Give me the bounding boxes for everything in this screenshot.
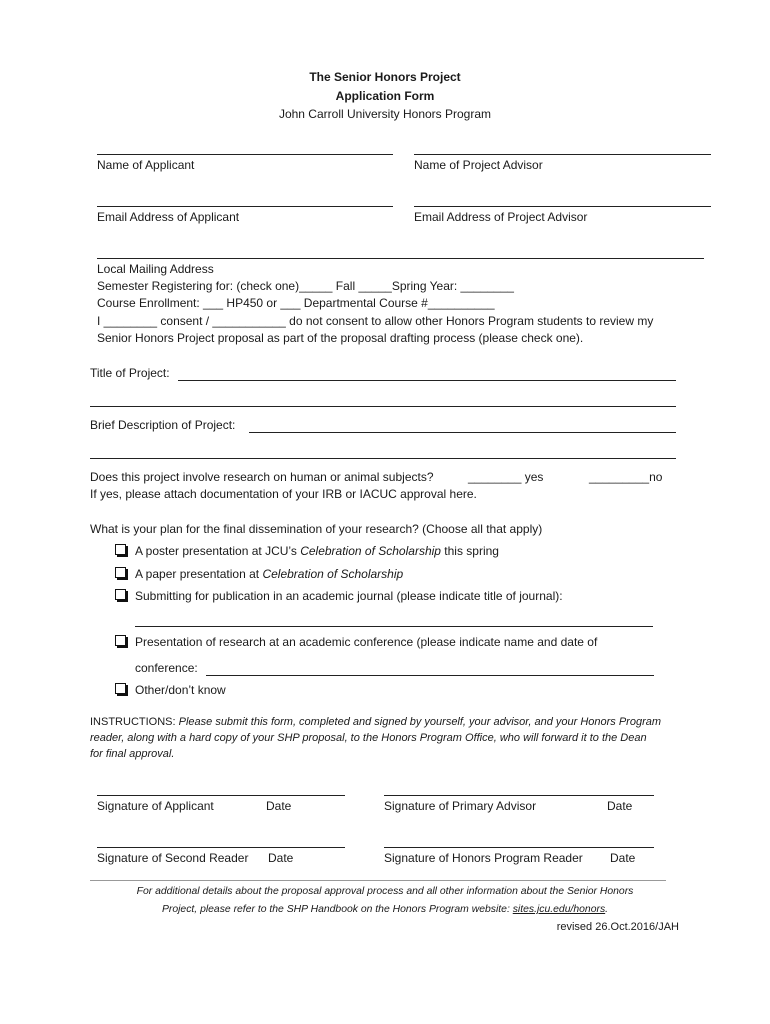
option-journal: Submitting for publication in an academic journal (please indicate title of journal): xyxy=(135,589,563,603)
journal-title-line[interactable] xyxy=(135,626,653,627)
instructions-line-3: for final approval. xyxy=(90,748,175,760)
option-other: Other/don’t know xyxy=(135,683,226,697)
semester-line: Semester Registering for: (check one)_____ Fall _____Spring Year: ________ xyxy=(97,279,514,293)
course-line: Course Enrollment: ___ HP450 or ___ Departmental Course #__________ xyxy=(97,296,495,310)
signature-program-reader-label: Signature of Honors Program Reader xyxy=(384,851,583,865)
option-paper-text: A paper presentation at xyxy=(135,567,263,581)
revision-note: revised 26.Oct.2016/JAH xyxy=(556,921,679,933)
checkbox-other[interactable] xyxy=(115,683,126,694)
form-subtitle: Application Form xyxy=(335,89,435,103)
mailing-address-label: Local Mailing Address xyxy=(97,262,214,276)
signature-program-reader-date: Date xyxy=(610,851,636,865)
signature-second-reader-line[interactable] xyxy=(97,847,345,848)
instructions-line-1 xyxy=(90,716,661,728)
option-poster xyxy=(135,544,499,558)
signature-advisor-label: Signature of Primary Advisor xyxy=(384,799,537,813)
consent-line-1: I ________ consent / ___________ do not consent to allow other Honors Program students to review my xyxy=(97,314,654,328)
checkbox-journal[interactable] xyxy=(115,589,126,600)
description-label: Brief Description of Project: xyxy=(90,418,236,432)
footer-line-2-period: . xyxy=(605,904,609,915)
email-applicant-label: Email Address of Applicant xyxy=(97,210,240,224)
signature-advisor-date: Date xyxy=(607,799,633,813)
footer-line-2-text: Project, please refer to the SHP Handbook on the Honors Program website: xyxy=(161,904,513,915)
footer-divider xyxy=(90,880,666,881)
instructions-line-2: reader, along with a hard copy of your SHP proposal, to the Honors Program Office, who will forward it to the Dean xyxy=(90,732,647,744)
honors-website-link[interactable]: sites.jcu.edu/honors xyxy=(512,904,606,915)
option-paper-event: Celebration of Scholarship xyxy=(262,567,404,581)
title-line-2[interactable] xyxy=(90,406,676,407)
signature-advisor-line[interactable] xyxy=(384,795,654,796)
description-line-2[interactable] xyxy=(90,458,676,459)
option-poster-suffix: this spring xyxy=(440,544,499,558)
name-applicant-label: Name of Applicant xyxy=(97,158,195,172)
instructions-label: INSTRUCTIONS: xyxy=(90,716,179,728)
instructions-text-1: Please submit this form, completed and signed by yourself, your advisor, and your Honors Program xyxy=(178,716,662,728)
checkbox-paper[interactable] xyxy=(115,567,126,578)
title-label: Title of Project: xyxy=(90,366,170,380)
irb-note: If yes, please attach documentation of your IRB or IACUC approval here. xyxy=(90,487,477,501)
checkbox-conference[interactable] xyxy=(115,635,126,646)
mailing-address-line[interactable] xyxy=(97,258,704,259)
option-poster-text: A poster presentation at JCU’s xyxy=(135,544,301,558)
option-paper xyxy=(135,567,403,581)
signature-second-reader-label: Signature of Second Reader xyxy=(97,851,249,865)
consent-line-2: Senior Honors Project proposal as part of the proposal drafting process (please check one). xyxy=(97,331,584,345)
research-question: Does this project involve research on human or animal subjects? xyxy=(90,470,434,484)
name-advisor-line[interactable] xyxy=(414,154,711,155)
footer-line-1: For additional details about the proposal approval process and all other information about the Senior Honors xyxy=(136,886,634,897)
research-yes[interactable]: ________ yes xyxy=(468,470,544,484)
title-line-1[interactable] xyxy=(178,380,676,381)
conference-label: conference: xyxy=(135,661,198,675)
option-conference: Presentation of research at an academic conference (please indicate name and date of xyxy=(135,635,598,649)
email-applicant-line[interactable] xyxy=(97,206,393,207)
signature-second-reader-date: Date xyxy=(268,851,294,865)
signature-applicant-line[interactable] xyxy=(97,795,345,796)
email-advisor-line[interactable] xyxy=(414,206,711,207)
name-applicant-line[interactable] xyxy=(97,154,393,155)
name-advisor-label: Name of Project Advisor xyxy=(414,158,543,172)
description-line-1[interactable] xyxy=(249,432,676,433)
signature-applicant-date: Date xyxy=(266,799,292,813)
conference-line[interactable] xyxy=(206,675,654,676)
email-advisor-label: Email Address of Project Advisor xyxy=(414,210,588,224)
form-title: The Senior Honors Project xyxy=(309,70,461,84)
dissemination-question: What is your plan for the final dissemination of your research? (Choose all that apply) xyxy=(90,522,543,536)
footer-line-2 xyxy=(0,904,770,915)
signature-program-reader-line[interactable] xyxy=(384,847,654,848)
checkbox-poster[interactable] xyxy=(115,544,126,555)
signature-applicant-label: Signature of Applicant xyxy=(97,799,214,813)
research-no[interactable]: _________no xyxy=(589,470,663,484)
program-name: John Carroll University Honors Program xyxy=(278,107,492,121)
option-poster-event: Celebration of Scholarship xyxy=(300,544,441,558)
